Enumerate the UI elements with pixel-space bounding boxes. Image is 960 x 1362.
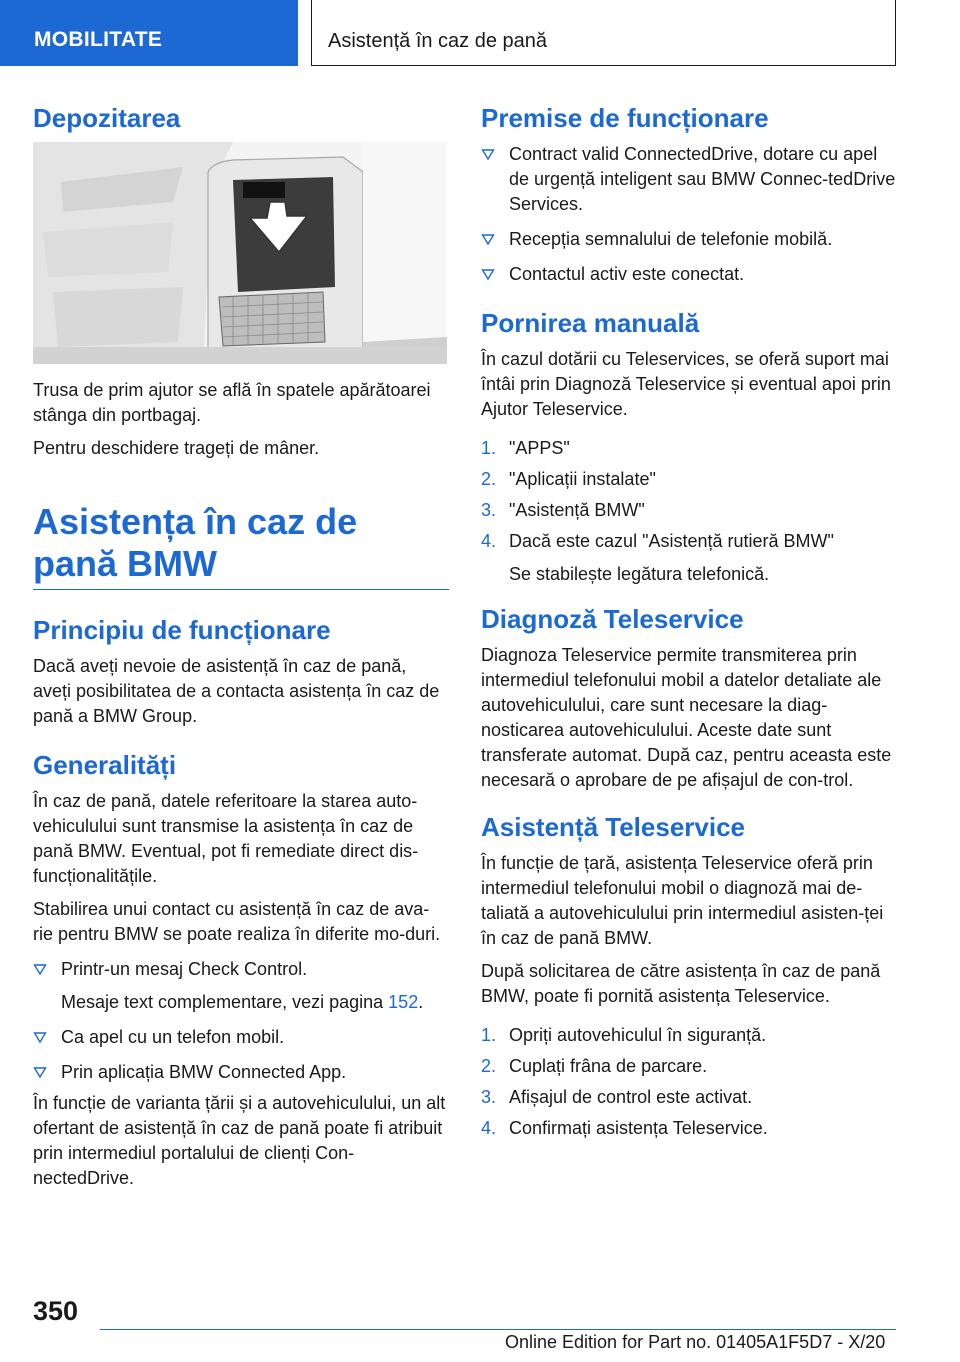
triangle-bullet-icon (33, 1025, 47, 1050)
list-item (33, 1025, 449, 1050)
heading-generalitati: Generalități (33, 750, 177, 780)
depozitarea-text-2: Pentru deschidere trageți de mâner. (33, 438, 320, 458)
step-text: "Asistență BMW" (509, 500, 645, 520)
step-number: 2. (481, 469, 497, 489)
list-item (481, 498, 899, 523)
asistenta-text-2: După solicitarea de către asistența în caz de pană BMW, poate fi pornită asistența Teleservice. (481, 961, 881, 1006)
left-column (33, 100, 449, 1199)
trunk-first-aid-photo (33, 142, 447, 364)
step-text: "APPS" (509, 438, 570, 458)
list-item (481, 142, 899, 217)
list-item (481, 436, 899, 461)
page-number: 350 (33, 1296, 79, 1326)
heading-principiu: Principiu de funcționare (33, 615, 331, 645)
step-text: Dacă este cazul "Asistență rutieră BMW" (509, 531, 834, 551)
page-header (0, 0, 960, 66)
list-item (481, 1116, 899, 1141)
step-number: 2. (481, 1056, 497, 1076)
list-item (481, 1023, 899, 1048)
triangle-bullet-icon (33, 1060, 47, 1085)
page-link-152[interactable]: 152 (388, 992, 419, 1012)
list-item (33, 1060, 449, 1085)
subtext-body: Mesaje text complementare, vezi pagina (61, 992, 389, 1012)
heading-diagnoza: Diagnoză Teleservice (481, 604, 744, 634)
subtext-end: . (418, 992, 424, 1012)
contact-methods-list (33, 957, 449, 1085)
generalitati-text-3: În funcție de varianta țării și a autovehiculului, un alt ofertant de asistență în caz de pană poate fi atribuit prin intermediul portalului de clienți Con-nectedDrive. (33, 1093, 446, 1188)
footer-rule (100, 1329, 896, 1330)
asistenta-text-1: În funcție de țară, asistența Teleservice oferă prin intermediul telefonului mobil o diagnoză mai de-taliată a autovehiculului prin intermediul asisten-ței în caz de pană BMW. (481, 853, 884, 948)
triangle-bullet-icon (481, 227, 495, 252)
list-item-subtext (61, 990, 449, 1015)
step-number: 4. (481, 531, 497, 551)
list-item-text: Printr-un mesaj Check Control. (61, 959, 308, 979)
heading-premise: Premise de funcționare (481, 103, 769, 133)
asistenta-steps (481, 1023, 899, 1141)
triangle-bullet-icon (481, 142, 495, 167)
list-item-text: Contract valid ConnectedDrive, dotare cu apel de urgență inteligent sau BMW Connec-tedDrive Services. (509, 144, 896, 214)
step-number: 3. (481, 1087, 497, 1107)
step-text: "Aplicații instalate" (509, 469, 656, 489)
right-column (481, 100, 899, 1147)
step-number: 4. (481, 1118, 497, 1138)
triangle-bullet-icon (481, 262, 495, 287)
pornirea-steps (481, 436, 899, 587)
list-item (33, 957, 449, 1015)
principiu-text: Dacă aveți nevoie de asistență în caz de pană, aveți posibilitatea de a contacta asistența în caz de pană a BMW Group. (33, 656, 440, 726)
premise-list (481, 142, 899, 287)
list-item (481, 227, 899, 252)
title-rule (33, 589, 449, 590)
list-item (481, 1085, 899, 1110)
list-item-text: Ca apel cu un telefon mobil. (61, 1027, 285, 1047)
section-tab: MOBILITATE (0, 0, 298, 66)
chapter-title: Asistență în caz de pană (311, 0, 896, 66)
list-item (481, 1054, 899, 1079)
diagnoza-text: Diagnoza Teleservice permite transmiterea prin intermediul telefonului mobil a datelor detaliate ale autovehiculului, care sunt necesare la diag-nosticarea autovehiculului. Aceste date sunt transferate automat. După caz, pentru aceasta este necesară o aprobare de pe afișajul de con-trol. (481, 645, 892, 790)
list-item (481, 467, 899, 492)
pornirea-text: În cazul dotării cu Teleservices, se oferă suport mai întâi prin Diagnoză Teleservice și eventual apoi prin Ajutor Teleservice. (481, 349, 891, 419)
heading-pornirea: Pornirea manuală (481, 308, 700, 338)
step-number: 3. (481, 500, 497, 520)
generalitati-text-1: În caz de pană, datele referitoare la starea auto-vehiculului sunt transmise la asistența în caz de pană BMW. Eventual, pot fi remediate direct dis-funcționalitățile. (33, 791, 419, 886)
step-number: 1. (481, 438, 497, 458)
depozitarea-text-1: Trusa de prim ajutor se află în spatele apărătoarei stânga din portbagaj. (33, 380, 431, 425)
list-item-text: Prin aplicația BMW Connected App. (61, 1062, 347, 1082)
step-text: Confirmați asistența Teleservice. (509, 1118, 768, 1138)
heading-depozitarea: Depozitarea (33, 103, 181, 133)
step-number: 1. (481, 1025, 497, 1045)
edition-note: Online Edition for Part no. 01405A1F5D7 - X/20 (505, 1332, 886, 1352)
list-item-text: Recepția semnalului de telefonie mobilă. (509, 229, 833, 249)
generalitati-text-2: Stabilirea unui contact cu asistență în caz de ava-rie pentru BMW se poate realiza în diferite mo-duri. (33, 899, 441, 944)
step-text: Opriți autovehiculul în siguranță. (509, 1025, 767, 1045)
step-text: Cuplați frâna de parcare. (509, 1056, 708, 1076)
list-item-text: Contactul activ este conectat. (509, 264, 745, 284)
triangle-bullet-icon (33, 957, 47, 982)
list-item (481, 529, 899, 587)
step-subtext: Se stabilește legătura telefonică. (509, 564, 770, 584)
list-item (481, 262, 899, 287)
step-text: Afișajul de control este activat. (509, 1087, 753, 1107)
main-title: Asistența în caz de pană BMW (33, 501, 358, 584)
heading-asistenta-teleservice: Asistență Teleservice (481, 812, 745, 842)
